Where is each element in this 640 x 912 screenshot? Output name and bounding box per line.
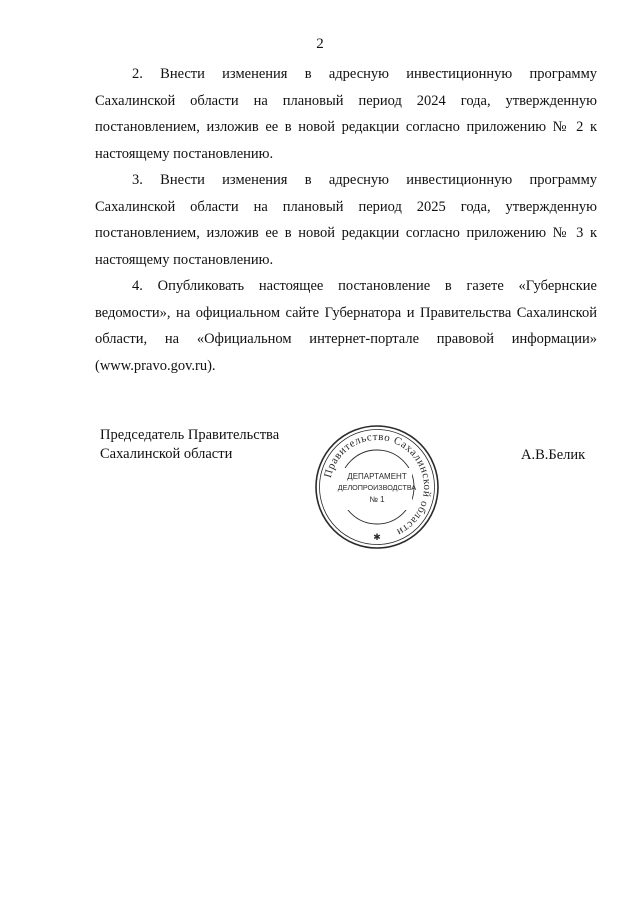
seal-inner-line3: № 1 [369,495,385,504]
seal-star-icon: ✱ [373,533,381,543]
paragraph-3: 3. Внести изменения в адресную инвестиционную программу Сахалинской области на плановый период 2025 года, утвержденную постановлением, изложив ее в новой редакции согласно приложению № 3 к настоящему постановлению. [95,172,597,268]
signatory-position-line2: Сахалинской области [100,446,233,462]
paragraph-2: 2. Внести изменения в адресную инвестиционную программу Сахалинской области на плановый период 2024 года, утвержденную постановлением, изложив ее в новой редакции согласно приложению № 2 к настоящему постановлению. [95,66,597,162]
signatory-position [100,426,279,464]
seal-ring-text: Правительство Сахалинской области [321,430,434,539]
paragraph-4: 4. Опубликовать настоящее постановление в газете «Губернские ведомости», на официальном сайте Губернатора и Правительства Сахалинской области, на «Официальном интернет-портале правовой информации» (www.pravo.gov.ru). [95,278,597,374]
document-body [95,61,597,379]
signatory-name: А.В.Белик [521,447,586,463]
signatory-position-line1: Председатель Правительства [100,427,280,443]
seal-inner-line2: ДЕЛОПРОИЗВОДСТВА [337,483,417,492]
official-seal-stamp [312,422,442,552]
seal-inner-line1: ДЕПАРТАМЕНТ [347,472,407,481]
seal-graphic [312,422,442,552]
page-number: 2 [316,36,324,52]
